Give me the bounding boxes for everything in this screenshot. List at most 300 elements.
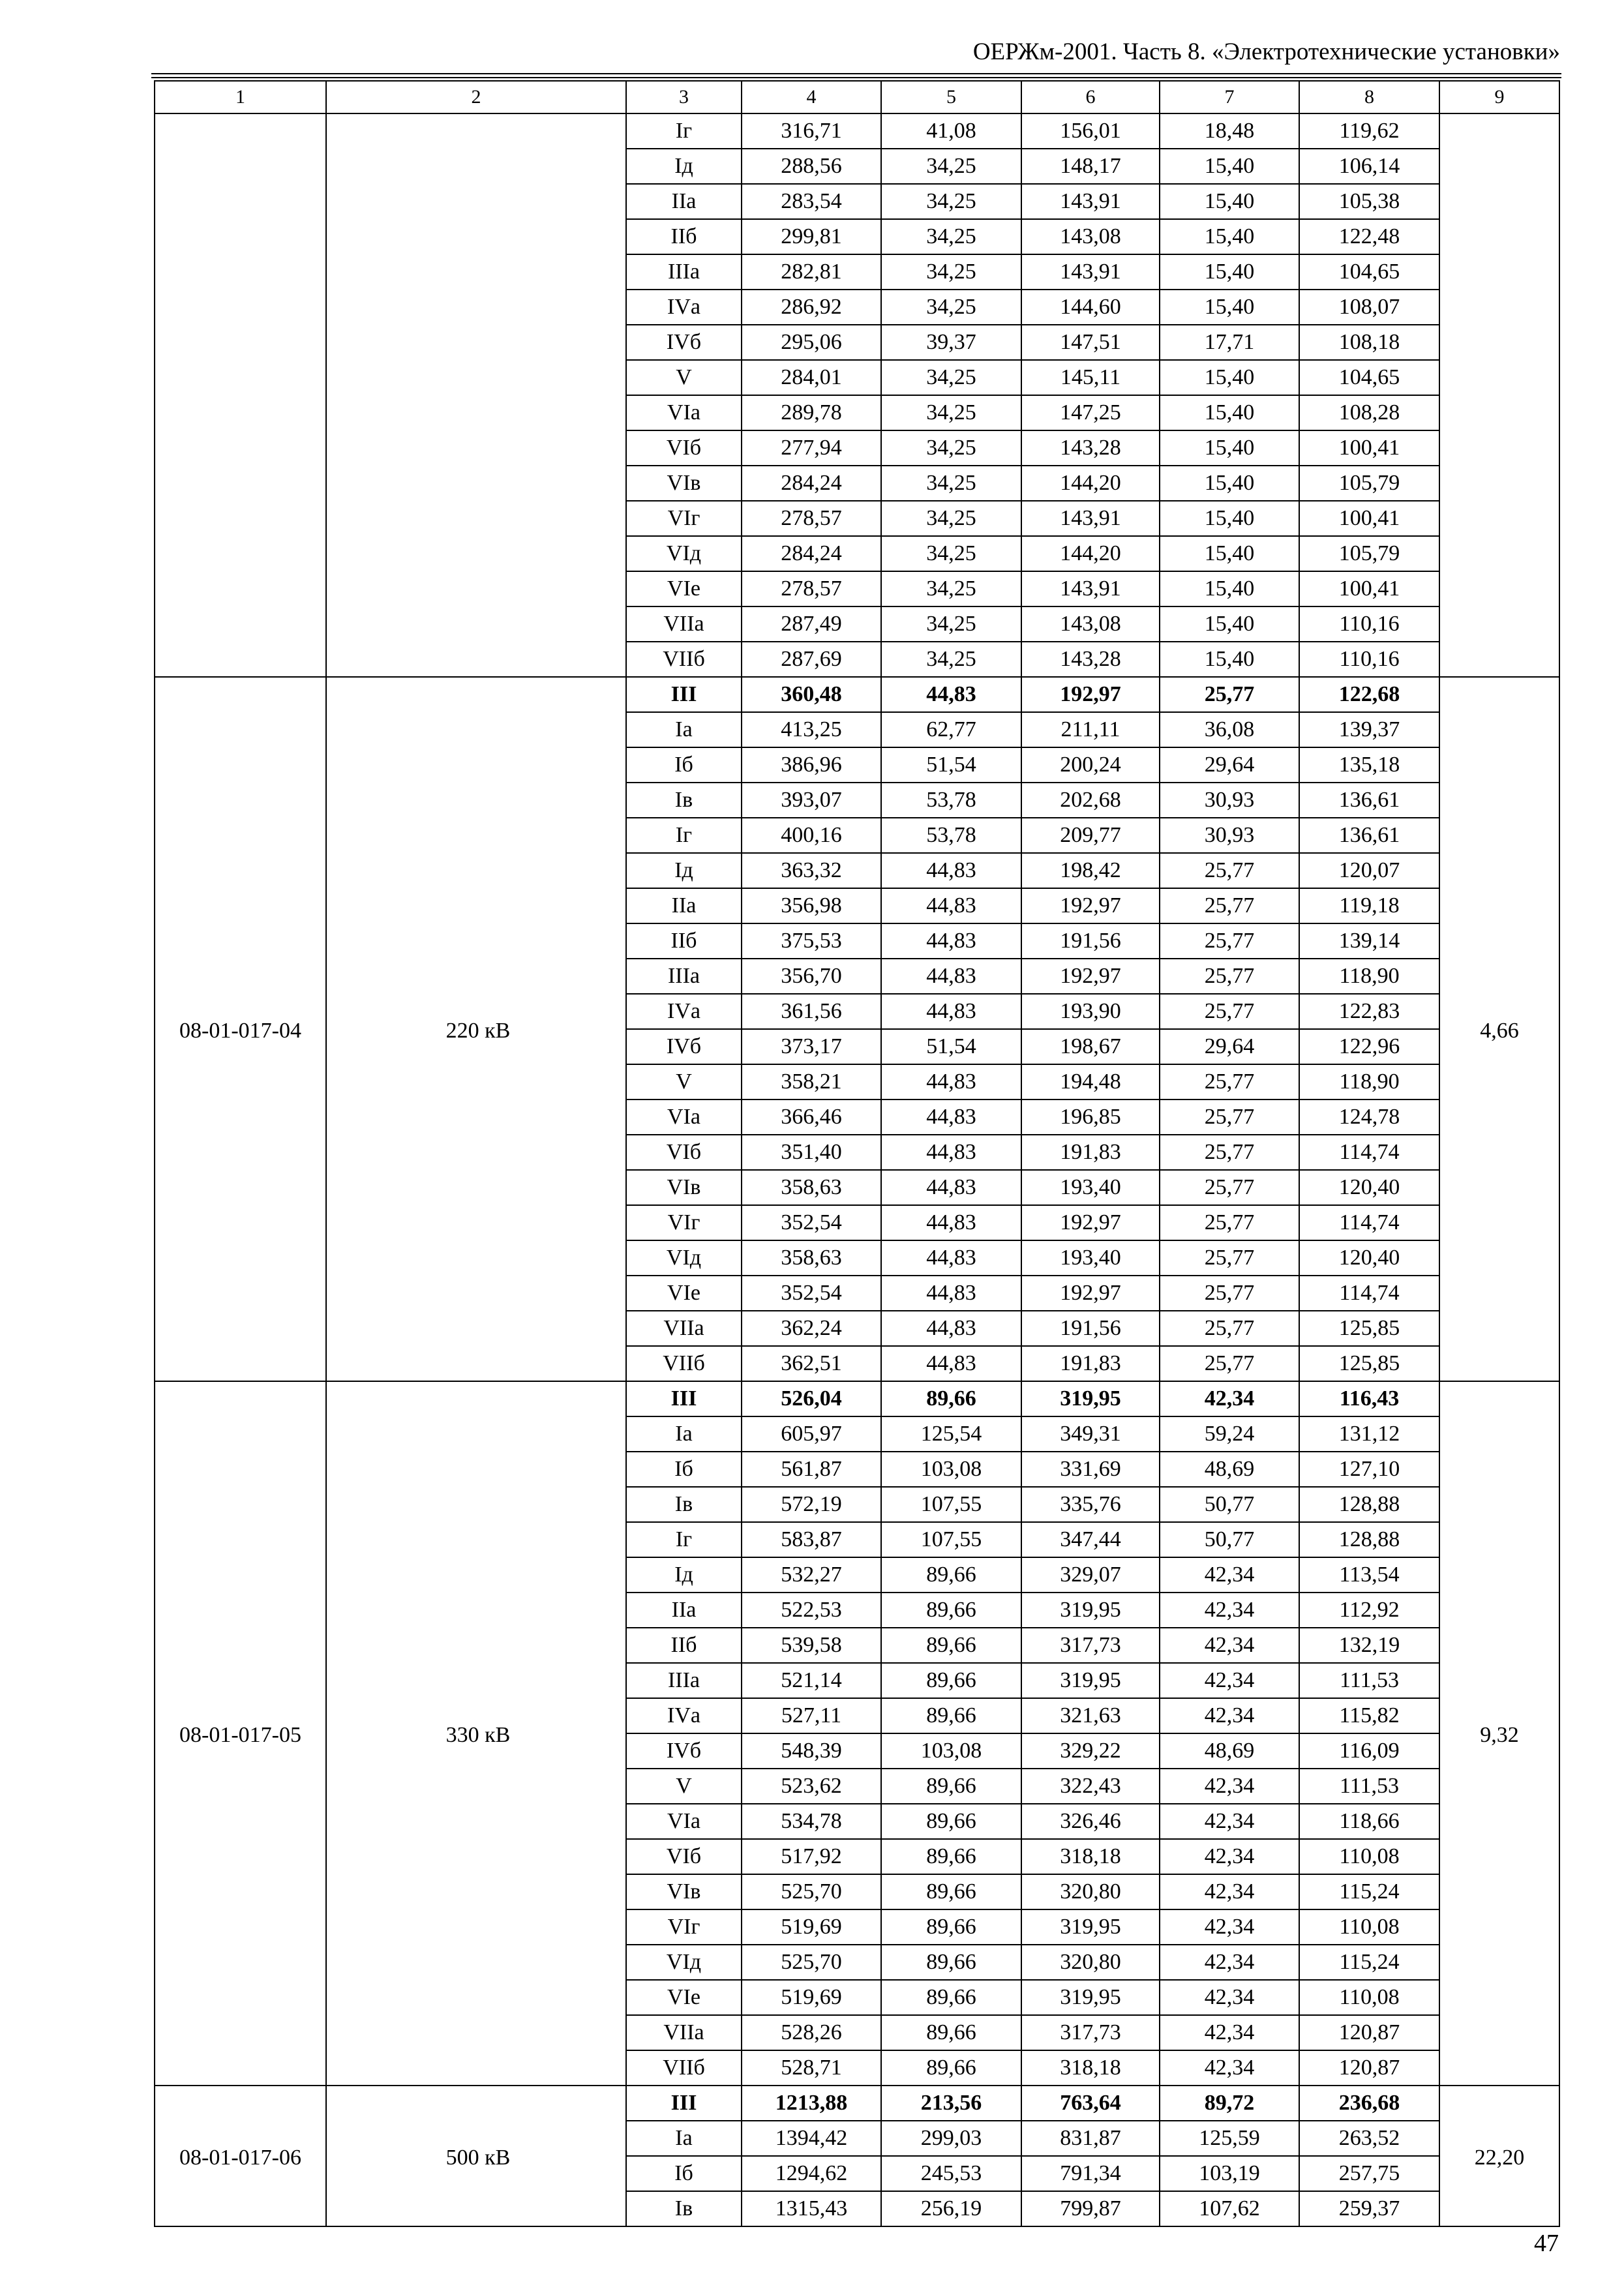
value-cell: 25,77 (1160, 923, 1299, 959)
value-cell: 25,77 (1160, 888, 1299, 923)
value-cell: 534,78 (742, 1804, 881, 1839)
value-cell: 352,54 (742, 1205, 881, 1240)
value-cell: 517,92 (742, 1839, 881, 1874)
value-cell: 191,83 (1021, 1346, 1160, 1381)
value-cell: 136,61 (1299, 783, 1439, 818)
value-cell: 361,56 (742, 994, 881, 1029)
value-cell: 583,87 (742, 1522, 881, 1557)
value-cell: 191,83 (1021, 1135, 1160, 1170)
value-cell: 288,56 (742, 149, 881, 184)
value-cell: 89,66 (881, 1663, 1021, 1698)
value-cell: 127,10 (1299, 1452, 1439, 1487)
zone-cell: Iг (626, 113, 742, 149)
value-cell: 25,77 (1160, 1170, 1299, 1205)
value-cell: 125,85 (1299, 1346, 1439, 1381)
page-number: 47 (1534, 2230, 1559, 2257)
zone-cell: VIв (626, 1874, 742, 1909)
value-cell: 44,83 (881, 1240, 1021, 1276)
value-cell: 259,37 (1299, 2191, 1439, 2226)
value-cell: 125,85 (1299, 1311, 1439, 1346)
value-cell: 525,70 (742, 1874, 881, 1909)
value-cell: 120,87 (1299, 2050, 1439, 2086)
value-cell: 34,25 (881, 360, 1021, 395)
value-cell: 284,24 (742, 466, 881, 501)
table-row (155, 1381, 1559, 1416)
value-cell: 112,92 (1299, 1593, 1439, 1628)
value-cell: 145,11 (1021, 360, 1160, 395)
value-cell: 329,22 (1021, 1733, 1160, 1769)
value-cell: 118,66 (1299, 1804, 1439, 1839)
zone-cell: VIб (626, 1839, 742, 1874)
value-cell: 198,67 (1021, 1029, 1160, 1064)
value-cell: 44,83 (881, 888, 1021, 923)
value-cell: 286,92 (742, 290, 881, 325)
value-cell: 519,69 (742, 1909, 881, 1945)
value-cell: 103,08 (881, 1733, 1021, 1769)
value-cell: 110,16 (1299, 606, 1439, 642)
voltage-cell (326, 113, 626, 677)
value-cell: 89,66 (881, 1945, 1021, 1980)
value-cell: 114,74 (1299, 1276, 1439, 1311)
value-cell: 107,55 (881, 1487, 1021, 1522)
value-cell: 89,66 (881, 1804, 1021, 1839)
zone-cell: VIб (626, 1135, 742, 1170)
zone-cell: IIа (626, 1593, 742, 1628)
value-cell: 144,20 (1021, 466, 1160, 501)
value-cell: 118,90 (1299, 1064, 1439, 1100)
value-cell: 124,78 (1299, 1100, 1439, 1135)
value-cell: 193,40 (1021, 1170, 1160, 1205)
value-cell: 283,54 (742, 184, 881, 219)
value-cell: 25,77 (1160, 1240, 1299, 1276)
col-number: 3 (626, 81, 742, 113)
zone-cell: VIд (626, 1945, 742, 1980)
value-cell: 122,68 (1299, 677, 1439, 712)
zone-cell: IVа (626, 290, 742, 325)
value-cell: 791,34 (1021, 2156, 1160, 2191)
value-cell: 15,40 (1160, 149, 1299, 184)
value-cell: 120,40 (1299, 1240, 1439, 1276)
value-cell: 319,95 (1021, 1381, 1160, 1416)
table-body (155, 113, 1559, 2226)
value-cell: 44,83 (881, 677, 1021, 712)
value-cell: 192,97 (1021, 1205, 1160, 1240)
value-cell: 25,77 (1160, 1346, 1299, 1381)
value-cell: 132,19 (1299, 1628, 1439, 1663)
value-cell: 278,57 (742, 501, 881, 536)
value-cell: 120,87 (1299, 2015, 1439, 2050)
zone-cell: IVб (626, 325, 742, 360)
value-cell: 25,77 (1160, 1064, 1299, 1100)
value-cell: 131,12 (1299, 1416, 1439, 1452)
value-cell: 110,08 (1299, 1909, 1439, 1945)
value-cell: 89,66 (881, 1593, 1021, 1628)
value-cell: 42,34 (1160, 1557, 1299, 1593)
value-cell: 105,38 (1299, 184, 1439, 219)
value-cell: 25,77 (1160, 853, 1299, 888)
value-cell: 111,53 (1299, 1769, 1439, 1804)
value-cell: 120,40 (1299, 1170, 1439, 1205)
value-cell: 116,43 (1299, 1381, 1439, 1416)
value-cell: 256,19 (881, 2191, 1021, 2226)
table-row (155, 113, 1559, 149)
value-cell: 108,28 (1299, 395, 1439, 430)
zone-cell: VIIа (626, 1311, 742, 1346)
value-cell: 89,66 (881, 1909, 1021, 1945)
value-cell: 548,39 (742, 1733, 881, 1769)
value-cell: 320,80 (1021, 1874, 1160, 1909)
value-cell: 319,95 (1021, 1909, 1160, 1945)
value-cell: 103,08 (881, 1452, 1021, 1487)
value-cell: 366,46 (742, 1100, 881, 1135)
value-cell: 143,91 (1021, 501, 1160, 536)
col-number: 1 (155, 81, 326, 113)
value-cell: 263,52 (1299, 2121, 1439, 2156)
zone-cell: Iв (626, 1487, 742, 1522)
value-cell: 119,62 (1299, 113, 1439, 149)
value-cell: 125,54 (881, 1416, 1021, 1452)
rate-code-cell: 08-01-017-06 (155, 2086, 326, 2226)
value-cell: 15,40 (1160, 642, 1299, 677)
value-cell: 62,77 (881, 712, 1021, 747)
value-cell: 18,48 (1160, 113, 1299, 149)
value-cell: 44,83 (881, 1170, 1021, 1205)
zone-cell: Iг (626, 1522, 742, 1557)
value-cell: 522,53 (742, 1593, 881, 1628)
zone-cell: VIв (626, 1170, 742, 1205)
value-cell: 89,66 (881, 1628, 1021, 1663)
col9-cell: 9,32 (1439, 1381, 1559, 2086)
value-cell: 763,64 (1021, 2086, 1160, 2121)
value-cell: 17,71 (1160, 325, 1299, 360)
rate-code-cell: 08-01-017-05 (155, 1381, 326, 2086)
zone-cell: VIIб (626, 1346, 742, 1381)
value-cell: 299,03 (881, 2121, 1021, 2156)
zone-cell: Iб (626, 2156, 742, 2191)
value-cell: 605,97 (742, 1416, 881, 1452)
value-cell: 289,78 (742, 395, 881, 430)
col-number: 8 (1299, 81, 1439, 113)
value-cell: 44,83 (881, 959, 1021, 994)
value-cell: 191,56 (1021, 1311, 1160, 1346)
value-cell: 42,34 (1160, 1769, 1299, 1804)
value-cell: 318,18 (1021, 1839, 1160, 1874)
value-cell: 42,34 (1160, 1663, 1299, 1698)
zone-cell: VIв (626, 466, 742, 501)
value-cell: 110,08 (1299, 1980, 1439, 2015)
value-cell: 48,69 (1160, 1452, 1299, 1487)
zone-cell: Iд (626, 853, 742, 888)
value-cell: 42,34 (1160, 1839, 1299, 1874)
value-cell: 400,16 (742, 818, 881, 853)
value-cell: 143,28 (1021, 430, 1160, 466)
value-cell: 115,82 (1299, 1698, 1439, 1733)
value-cell: 34,25 (881, 536, 1021, 571)
value-cell: 29,64 (1160, 747, 1299, 783)
value-cell: 89,66 (881, 1557, 1021, 1593)
zone-cell: IIа (626, 888, 742, 923)
value-cell: 25,77 (1160, 959, 1299, 994)
value-cell: 34,25 (881, 395, 1021, 430)
col-number: 6 (1021, 81, 1160, 113)
col9-cell: 22,20 (1439, 2086, 1559, 2226)
value-cell: 143,08 (1021, 606, 1160, 642)
value-cell: 30,93 (1160, 818, 1299, 853)
value-cell: 316,71 (742, 113, 881, 149)
value-cell: 362,51 (742, 1346, 881, 1381)
value-cell: 148,17 (1021, 149, 1160, 184)
zone-cell: IVб (626, 1733, 742, 1769)
value-cell: 236,68 (1299, 2086, 1439, 2121)
value-cell: 50,77 (1160, 1487, 1299, 1522)
value-cell: 89,66 (881, 2015, 1021, 2050)
value-cell: 25,77 (1160, 1276, 1299, 1311)
value-cell: 118,90 (1299, 959, 1439, 994)
value-cell: 521,14 (742, 1663, 881, 1698)
value-cell: 34,25 (881, 501, 1021, 536)
zone-cell: Iа (626, 712, 742, 747)
zone-cell: III (626, 2086, 742, 2121)
value-cell: 89,66 (881, 1839, 1021, 1874)
value-cell: 44,83 (881, 1346, 1021, 1381)
value-cell: 539,58 (742, 1628, 881, 1663)
zone-cell: IIб (626, 219, 742, 254)
zone-cell: IIIа (626, 959, 742, 994)
value-cell: 319,95 (1021, 1980, 1160, 2015)
value-cell: 15,40 (1160, 290, 1299, 325)
value-cell: 326,46 (1021, 1804, 1160, 1839)
value-cell: 278,57 (742, 571, 881, 606)
value-cell: 42,34 (1160, 2050, 1299, 2086)
value-cell: 15,40 (1160, 466, 1299, 501)
value-cell: 42,34 (1160, 1628, 1299, 1663)
value-cell: 351,40 (742, 1135, 881, 1170)
value-cell: 44,83 (881, 923, 1021, 959)
value-cell: 319,95 (1021, 1593, 1160, 1628)
value-cell: 128,88 (1299, 1487, 1439, 1522)
value-cell: 287,69 (742, 642, 881, 677)
value-cell: 245,53 (881, 2156, 1021, 2191)
value-cell: 100,41 (1299, 571, 1439, 606)
value-cell: 44,83 (881, 1135, 1021, 1170)
value-cell: 143,91 (1021, 254, 1160, 290)
voltage-cell: 500 кВ (326, 2086, 626, 2226)
value-cell: 110,16 (1299, 642, 1439, 677)
value-cell: 34,25 (881, 606, 1021, 642)
zone-cell: V (626, 1769, 742, 1804)
value-cell: 386,96 (742, 747, 881, 783)
value-cell: 363,32 (742, 853, 881, 888)
value-cell: 799,87 (1021, 2191, 1160, 2226)
value-cell: 202,68 (1021, 783, 1160, 818)
value-cell: 25,77 (1160, 677, 1299, 712)
value-cell: 213,56 (881, 2086, 1021, 2121)
zone-cell: VIд (626, 1240, 742, 1276)
zone-cell: Iа (626, 2121, 742, 2156)
zone-cell: IIа (626, 184, 742, 219)
zone-cell: IVб (626, 1029, 742, 1064)
value-cell: 114,74 (1299, 1135, 1439, 1170)
voltage-cell: 330 кВ (326, 1381, 626, 2086)
value-cell: 114,74 (1299, 1205, 1439, 1240)
value-cell: 128,88 (1299, 1522, 1439, 1557)
value-cell: 39,37 (881, 325, 1021, 360)
value-cell: 15,40 (1160, 254, 1299, 290)
value-cell: 331,69 (1021, 1452, 1160, 1487)
value-cell: 48,69 (1160, 1733, 1299, 1769)
value-cell: 89,66 (881, 1874, 1021, 1909)
value-cell: 143,91 (1021, 184, 1160, 219)
value-cell: 147,51 (1021, 325, 1160, 360)
value-cell: 532,27 (742, 1557, 881, 1593)
value-cell: 329,07 (1021, 1557, 1160, 1593)
value-cell: 528,26 (742, 2015, 881, 2050)
value-cell: 59,24 (1160, 1416, 1299, 1452)
value-cell: 147,25 (1021, 395, 1160, 430)
value-cell: 1213,88 (742, 2086, 881, 2121)
zone-cell: IVа (626, 994, 742, 1029)
value-cell: 25,77 (1160, 1135, 1299, 1170)
zone-cell: VIIб (626, 2050, 742, 2086)
value-cell: 15,40 (1160, 430, 1299, 466)
zone-cell: VIIб (626, 642, 742, 677)
table-row (155, 677, 1559, 712)
value-cell: 89,66 (881, 1698, 1021, 1733)
value-cell: 122,48 (1299, 219, 1439, 254)
zone-cell: III (626, 1381, 742, 1416)
value-cell: 526,04 (742, 1381, 881, 1416)
value-cell: 200,24 (1021, 747, 1160, 783)
value-cell: 209,77 (1021, 818, 1160, 853)
value-cell: 192,97 (1021, 959, 1160, 994)
col-number: 7 (1160, 81, 1299, 113)
value-cell: 1294,62 (742, 2156, 881, 2191)
value-cell: 561,87 (742, 1452, 881, 1487)
value-cell: 44,83 (881, 853, 1021, 888)
value-cell: 523,62 (742, 1769, 881, 1804)
rate-code-cell: 08-01-017-04 (155, 677, 326, 1381)
value-cell: 318,18 (1021, 2050, 1160, 2086)
zone-cell: VIIа (626, 2015, 742, 2050)
value-cell: 527,11 (742, 1698, 881, 1733)
zone-cell: IVа (626, 1698, 742, 1733)
value-cell: 115,24 (1299, 1874, 1439, 1909)
value-cell: 335,76 (1021, 1487, 1160, 1522)
value-cell: 42,34 (1160, 1381, 1299, 1416)
value-cell: 317,73 (1021, 1628, 1160, 1663)
page-header: ОЕРЖм-2001. Часть 8. «Электротехнические установки» (972, 38, 1560, 65)
value-cell: 106,14 (1299, 149, 1439, 184)
value-cell: 34,25 (881, 290, 1021, 325)
value-cell: 105,79 (1299, 466, 1439, 501)
value-cell: 104,65 (1299, 360, 1439, 395)
value-cell: 358,21 (742, 1064, 881, 1100)
value-cell: 358,63 (742, 1170, 881, 1205)
value-cell: 1315,43 (742, 2191, 881, 2226)
value-cell: 36,08 (1160, 712, 1299, 747)
value-cell: 42,34 (1160, 1804, 1299, 1839)
zone-cell: VIа (626, 1804, 742, 1839)
value-cell: 284,01 (742, 360, 881, 395)
value-cell: 89,72 (1160, 2086, 1299, 2121)
zone-cell: Iа (626, 1416, 742, 1452)
value-cell: 143,08 (1021, 219, 1160, 254)
col-number: 4 (742, 81, 881, 113)
value-cell: 347,44 (1021, 1522, 1160, 1557)
value-cell: 277,94 (742, 430, 881, 466)
value-cell: 156,01 (1021, 113, 1160, 149)
header-rule-bottom (151, 77, 1561, 78)
value-cell: 44,83 (881, 1064, 1021, 1100)
value-cell: 144,60 (1021, 290, 1160, 325)
value-cell: 413,25 (742, 712, 881, 747)
col-number: 2 (326, 81, 626, 113)
zone-cell: III (626, 677, 742, 712)
value-cell: 34,25 (881, 149, 1021, 184)
value-cell: 15,40 (1160, 606, 1299, 642)
value-cell: 44,83 (881, 994, 1021, 1029)
zone-cell: VIе (626, 571, 742, 606)
value-cell: 107,55 (881, 1522, 1021, 1557)
value-cell: 193,40 (1021, 1240, 1160, 1276)
value-cell: 321,63 (1021, 1698, 1160, 1733)
value-cell: 25,77 (1160, 994, 1299, 1029)
zone-cell: V (626, 1064, 742, 1100)
voltage-cell: 220 кВ (326, 677, 626, 1381)
value-cell: 50,77 (1160, 1522, 1299, 1557)
col-number: 5 (881, 81, 1021, 113)
zone-cell: Iб (626, 1452, 742, 1487)
zone-cell: VIа (626, 1100, 742, 1135)
zone-cell: VIг (626, 501, 742, 536)
value-cell: 100,41 (1299, 430, 1439, 466)
value-cell: 25,77 (1160, 1311, 1299, 1346)
zone-cell: VIг (626, 1909, 742, 1945)
value-cell: 349,31 (1021, 1416, 1160, 1452)
value-cell: 282,81 (742, 254, 881, 290)
value-cell: 136,61 (1299, 818, 1439, 853)
zone-cell: Iв (626, 2191, 742, 2226)
value-cell: 34,25 (881, 466, 1021, 501)
value-cell: 1394,42 (742, 2121, 881, 2156)
value-cell: 44,83 (881, 1100, 1021, 1135)
value-cell: 119,18 (1299, 888, 1439, 923)
value-cell: 15,40 (1160, 395, 1299, 430)
value-cell: 42,34 (1160, 1698, 1299, 1733)
rate-code-cell (155, 113, 326, 677)
value-cell: 120,07 (1299, 853, 1439, 888)
value-cell: 100,41 (1299, 501, 1439, 536)
value-cell: 89,66 (881, 1381, 1021, 1416)
value-cell: 295,06 (742, 325, 881, 360)
value-cell: 319,95 (1021, 1663, 1160, 1698)
col9-cell: 4,66 (1439, 677, 1559, 1381)
value-cell: 103,19 (1160, 2156, 1299, 2191)
rates-table (154, 80, 1560, 2227)
value-cell: 192,97 (1021, 888, 1160, 923)
value-cell: 143,91 (1021, 571, 1160, 606)
value-cell: 284,24 (742, 536, 881, 571)
value-cell: 122,96 (1299, 1029, 1439, 1064)
value-cell: 89,66 (881, 1980, 1021, 2015)
zone-cell: VIIа (626, 606, 742, 642)
value-cell: 15,40 (1160, 184, 1299, 219)
value-cell: 193,90 (1021, 994, 1160, 1029)
value-cell: 42,34 (1160, 2015, 1299, 2050)
value-cell: 352,54 (742, 1276, 881, 1311)
col9-cell (1439, 113, 1559, 677)
value-cell: 135,18 (1299, 747, 1439, 783)
